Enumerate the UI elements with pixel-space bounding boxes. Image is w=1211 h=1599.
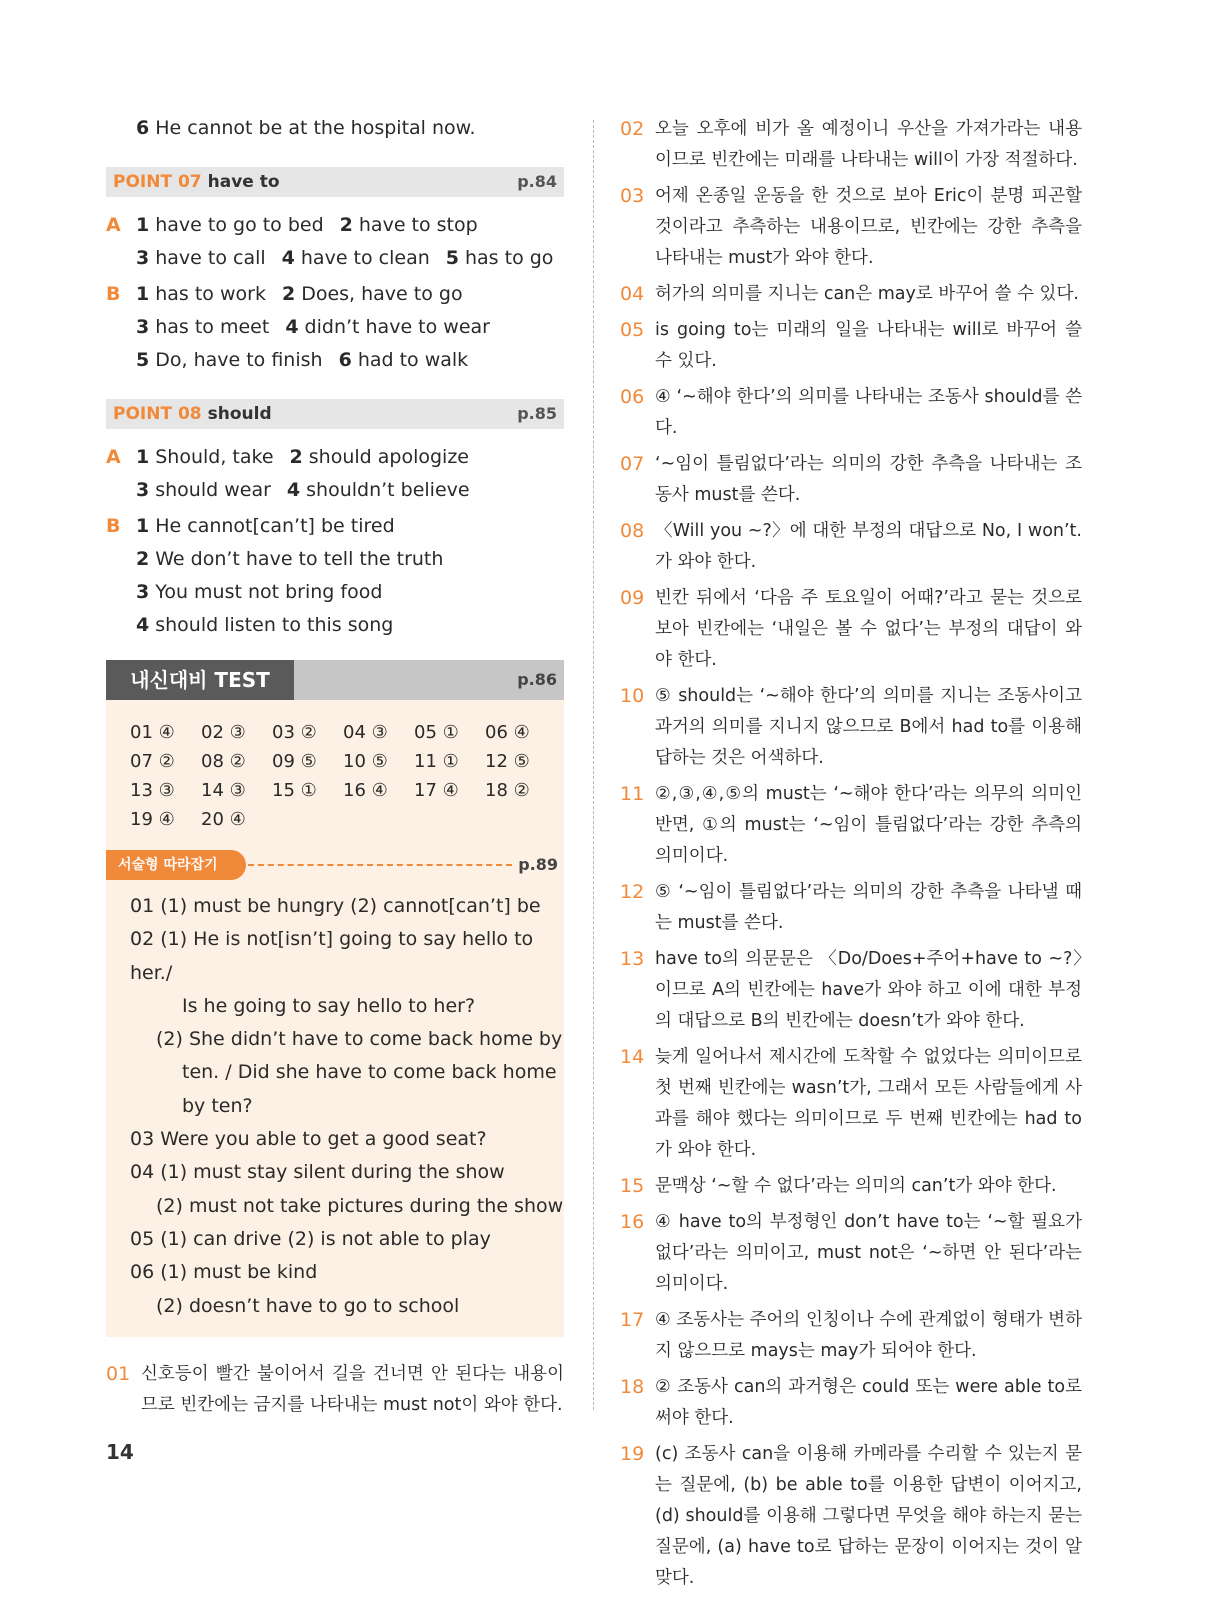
explanation-number: 09 — [620, 587, 645, 609]
item-text: didn’t have to wear — [304, 316, 490, 338]
explanation-item — [620, 516, 1082, 578]
item-number: 1 — [136, 515, 150, 537]
explanation-number: 04 — [620, 283, 645, 305]
test-page-ref: p.86 — [517, 670, 557, 689]
item-text: should apologize — [308, 446, 469, 468]
explanation-item — [106, 1359, 564, 1421]
answer-cell: 01 ④ — [130, 722, 175, 743]
item-number: 2 — [136, 548, 150, 570]
item-number: 1 — [136, 283, 150, 305]
answer-line — [106, 209, 564, 242]
explanation-text: ④ ‘~해야 한다’의 의미를 나타내는 조동사 should를 쓴다. — [655, 387, 1082, 438]
point-title: have to — [207, 172, 280, 192]
explanation-item — [620, 1372, 1082, 1434]
item-number: 4 — [285, 316, 299, 338]
written-line: 02 (1) He is not[isn’t] going to say hello to her./ — [130, 928, 534, 984]
answer-line — [106, 242, 564, 275]
written-label: 서술형 따라잡기 — [106, 850, 246, 880]
point-page-ref: p.84 — [517, 172, 557, 191]
answer-line — [106, 278, 564, 311]
answer-cell: 20 ④ — [201, 809, 246, 830]
written-line: 03 Were you able to get a good seat? — [130, 1128, 487, 1151]
test-answers-box — [106, 700, 564, 1337]
written-header — [106, 850, 564, 880]
right-explanations — [620, 114, 1082, 1599]
explanation-item — [620, 681, 1082, 774]
item-number: 4 — [136, 614, 150, 636]
item-number: 2 — [281, 283, 296, 305]
answer-cell: 06 ④ — [485, 722, 530, 743]
explanation-number: 10 — [620, 685, 645, 707]
left-column — [106, 112, 564, 1426]
explanation-text: have to의 의문문은 〈Do/Does+주어+have to ~?〉이므로 A의 빈칸에는 have가 와야 하고 이에 대한 부정의 대답으로 B의 빈칸에는 doesn’t가 와야 한다. — [655, 949, 1082, 1031]
point07-header — [106, 167, 564, 197]
explanation-text: 어제 온종일 운동을 한 것으로 보아 Eric이 분명 피곤할 것이라고 추측하는 내용이므로, 빈칸에는 강한 추측을 나타내는 must가 와야 한다. — [655, 186, 1082, 268]
answer-cell: 08 ② — [201, 751, 246, 772]
explanation-item — [620, 877, 1082, 939]
written-line: Is he going to say hello to her? — [182, 994, 476, 1017]
item-text: have to stop — [358, 214, 478, 236]
answer-cell: 13 ③ — [130, 780, 175, 801]
item-number: 1 — [136, 214, 150, 236]
explanation-text: 빈칸 뒤에서 ‘다음 주 토요일이 어때?’라고 묻는 것으로 보아 빈칸에는 ‘내일은 볼 수 없다’는 부정의 대답이 와야 한다. — [655, 588, 1082, 670]
answer-cell: 16 ④ — [343, 780, 388, 801]
item-number: 1 — [136, 446, 150, 468]
explanation-number: 08 — [620, 520, 645, 542]
answer-line — [106, 474, 564, 507]
explanation-text: (c) 조동사 can을 이용해 카메라를 수리할 수 있는지 묻는 질문에, (b) be able to를 이용한 답변이 이어지고, (d) should를 이용해 그렇다면 무엇을 해야 하는지 묻는 질문에, (a) have to로 답하는 문장이 이어지는 것이 알맞다. — [655, 1444, 1082, 1588]
answer-cell: 03 ② — [272, 722, 317, 743]
written-answers — [130, 890, 564, 1323]
answer-cell: 09 ⑤ — [272, 751, 317, 772]
written-page-ref: p.89 — [518, 855, 558, 874]
answer-line — [106, 576, 564, 609]
item-number: 6 — [136, 117, 150, 139]
item-text: We don’t have to tell the truth — [155, 548, 444, 570]
item-number: 3 — [136, 479, 150, 501]
section-letter: B — [106, 283, 121, 305]
item-number: 3 — [136, 316, 150, 338]
item-text: shouldn’t believe — [306, 479, 470, 501]
item-number: 5 — [136, 349, 150, 371]
answer-cell: 17 ④ — [414, 780, 459, 801]
answer-line — [106, 543, 564, 576]
point-title: should — [207, 404, 272, 424]
point-tag: POINT 08 — [113, 404, 202, 424]
item-number: 2 — [289, 446, 303, 468]
answer-cell: 19 ④ — [130, 809, 175, 830]
top-answer-line — [106, 112, 564, 145]
explanation-item — [620, 1042, 1082, 1166]
explanation-number: 17 — [620, 1309, 645, 1331]
answer-cell: 02 ③ — [201, 722, 246, 743]
written-line: 04 (1) must stay silent during the show — [130, 1161, 505, 1184]
item-number: 3 — [136, 247, 150, 269]
explanation-number: 01 — [106, 1362, 131, 1385]
explanation-number: 15 — [620, 1175, 645, 1197]
point-page-ref: p.85 — [517, 404, 557, 423]
item-text: have to clean — [300, 247, 430, 269]
answer-line — [106, 344, 564, 377]
item-number: 4 — [281, 247, 295, 269]
explanation-text: 오늘 오후에 비가 올 예정이니 우산을 가져가라는 내용이므로 빈칸에는 미래를 나타내는 will이 가장 적절하다. — [655, 119, 1082, 170]
explanation-text: 〈Will you ~?〉에 대한 부정의 대답으로 No, I won’t.가 와야 한다. — [655, 521, 1082, 572]
explanation-item — [620, 1439, 1082, 1594]
point08-header — [106, 399, 564, 429]
explanation-text: 문맥상 ‘~할 수 없다’라는 의미의 can’t가 와야 한다. — [655, 1176, 1057, 1196]
item-text: He cannot be at the hospital now. — [155, 117, 476, 139]
answer-cell: 11 ① — [414, 751, 459, 772]
answer-grid — [130, 718, 564, 834]
left-explanations — [106, 1359, 564, 1421]
explanation-number: 03 — [620, 185, 645, 207]
answer-cell: 12 ⑤ — [485, 751, 530, 772]
explanation-item — [620, 583, 1082, 676]
explanation-number: 11 — [620, 783, 645, 805]
answer-cell: 18 ② — [485, 780, 530, 801]
item-text: You must not bring food — [155, 581, 383, 603]
explanation-item — [620, 779, 1082, 872]
explanation-number: 14 — [620, 1046, 645, 1068]
explanation-text: 늦게 일어나서 제시간에 도착할 수 없었다는 의미이므로 첫 번째 빈칸에는 wasn’t가, 그래서 모든 사람들에게 사과를 해야 했다는 의미이므로 두 번째 빈칸에는 had to가 와야 한다. — [655, 1047, 1082, 1160]
item-number: 3 — [136, 581, 150, 603]
explanation-text: ②,③,④,⑤의 must는 ‘~해야 한다’라는 의무의 의미인 반면, ①의 must는 ‘~임이 틀림없다’라는 강한 추측의 의미이다. — [655, 784, 1082, 866]
written-line: 01 (1) must be hungry (2) cannot[can’t] be — [130, 895, 541, 917]
point-tag: POINT 07 — [113, 172, 202, 192]
written-line: 06 (1) must be kind — [130, 1261, 318, 1284]
explanation-text: ‘~임이 틀림없다’라는 의미의 강한 추측을 나타내는 조동사 must를 쓴다. — [655, 454, 1082, 505]
explanation-number: 12 — [620, 881, 645, 903]
explanation-item — [620, 114, 1082, 176]
item-text: should wear — [155, 479, 271, 501]
answer-line — [106, 609, 564, 642]
explanation-text: is going to는 미래의 일을 나타내는 will로 바꾸어 쓸 수 있다. — [655, 320, 1082, 371]
explanation-text: 허가의 의미를 지니는 can은 may로 바꾸어 쓸 수 있다. — [655, 284, 1079, 304]
explanation-text: ④ have to의 부정형인 don’t have to는 ‘~할 필요가 없다’라는 의미이고, must not은 ‘~하면 안 된다’라는 의미이다. — [655, 1212, 1082, 1294]
written-line: by ten? — [182, 1094, 253, 1117]
explanation-number: 06 — [620, 386, 645, 408]
item-text: Should, take — [155, 446, 274, 468]
explanation-text: ⑤ ‘~임이 틀림없다’라는 의미의 강한 추측을 나타낼 때는 must를 쓴다. — [655, 882, 1082, 933]
point08-section — [106, 399, 564, 642]
item-text: should listen to this song — [155, 614, 394, 636]
section-letter: A — [106, 446, 121, 468]
explanation-number: 07 — [620, 453, 645, 475]
answer-cell: 05 ① — [414, 722, 459, 743]
written-line: 05 (1) can drive (2) is not able to play — [130, 1227, 491, 1250]
item-text: He cannot[can’t] be tired — [155, 515, 395, 537]
explanation-number: 18 — [620, 1376, 645, 1398]
section-letter: A — [106, 214, 121, 236]
explanation-text: 신호등이 빨간 불이어서 길을 건너면 안 된다는 내용이므로 빈칸에는 금지를 나타내는 must not이 와야 한다. — [141, 1363, 564, 1415]
explanation-number: 13 — [620, 948, 645, 970]
item-text: Does, have to go — [301, 283, 463, 305]
explanation-text: ⑤ should는 ‘~해야 한다’의 의미를 지니는 조동사이고 과거의 의미를 지니지 않으므로 B에서 had to를 이용해 답하는 것은 어색하다. — [655, 686, 1082, 768]
explanation-number: 02 — [620, 118, 645, 140]
written-line: (2) She didn’t have to come back home by — [156, 1028, 563, 1051]
item-number: 5 — [445, 247, 459, 269]
written-line: (2) doesn’t have to go to school — [156, 1294, 460, 1317]
answer-line — [106, 510, 564, 543]
explanation-number: 16 — [620, 1211, 645, 1233]
item-number: 6 — [338, 349, 352, 371]
test-header — [106, 660, 564, 700]
item-number: 4 — [286, 479, 301, 501]
explanation-item — [620, 382, 1082, 444]
written-line: ten. / Did she have to come back home — [182, 1061, 557, 1084]
answer-line — [106, 311, 564, 344]
answer-cell: 10 ⑤ — [343, 751, 388, 772]
page-number: 14 — [106, 1440, 134, 1464]
explanation-item — [620, 1305, 1082, 1367]
item-text: Do, have to finish — [155, 349, 323, 371]
explanation-item — [620, 279, 1082, 310]
explanation-item — [620, 181, 1082, 274]
explanation-number: 05 — [620, 319, 645, 341]
answer-cell: 15 ① — [272, 780, 317, 801]
explanation-item — [620, 315, 1082, 377]
item-text: have to call — [155, 247, 266, 269]
explanation-number: 19 — [620, 1443, 645, 1465]
item-number: 2 — [339, 214, 353, 236]
item-text: has to meet — [155, 316, 270, 338]
explanation-item — [620, 449, 1082, 511]
item-text: had to walk — [357, 349, 469, 371]
explanation-text: ④ 조동사는 주어의 인칭이나 수에 관계없이 형태가 변하지 않으므로 mays는 may가 되어야 한다. — [655, 1310, 1082, 1361]
explanation-item — [620, 944, 1082, 1037]
answer-cell: 14 ③ — [201, 780, 246, 801]
section-letter: B — [106, 515, 121, 537]
item-text: have to go to bed — [155, 214, 324, 236]
explanation-text: ② 조동사 can의 과거형은 could 또는 were able to로 써야 한다. — [655, 1377, 1082, 1428]
answer-cell: 07 ② — [130, 751, 175, 772]
answer-line — [106, 441, 564, 474]
point07-section — [106, 167, 564, 377]
explanation-item — [620, 1207, 1082, 1300]
explanation-item — [620, 1171, 1082, 1202]
test-label: 내신대비 TEST — [106, 660, 294, 700]
written-line: (2) must not take pictures during the show — [156, 1194, 564, 1217]
column-divider — [593, 120, 594, 1410]
item-text: has to work — [155, 283, 266, 305]
dashed-rule — [248, 864, 512, 866]
answer-cell: 04 ③ — [343, 722, 388, 743]
item-text: has to go — [465, 247, 554, 269]
